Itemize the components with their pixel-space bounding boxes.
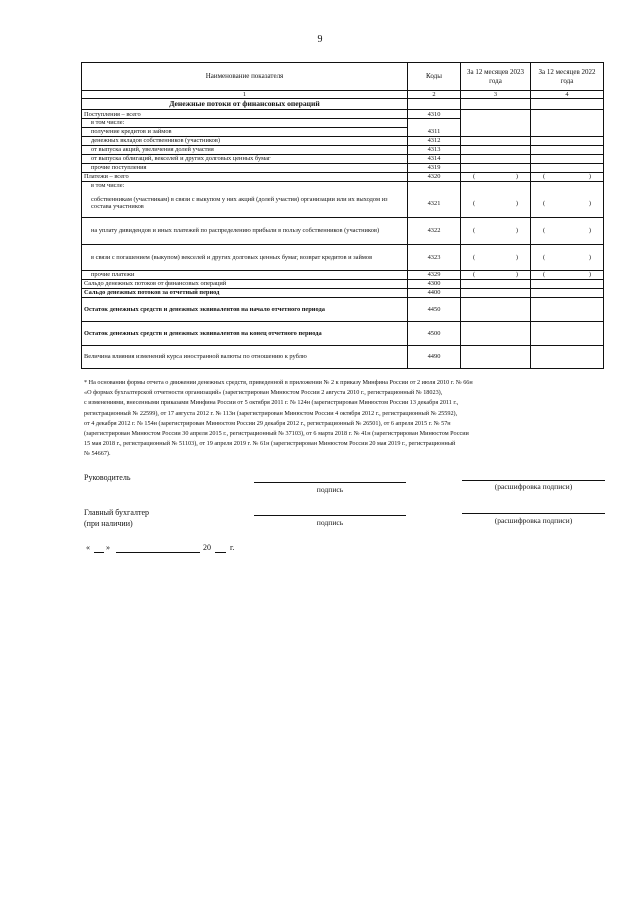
footnote-line: от 4 декабря 2012 г. № 154н (зарегистрирован Минюстом России 29 декабря 2012 г., регистрационный № 26501), от 6 апреля 2015 г. № 57н — [84, 419, 451, 427]
head-decoding-line — [462, 480, 605, 481]
table-row — [82, 136, 604, 145]
row-code: 4313 — [408, 145, 461, 154]
table-row — [82, 297, 604, 321]
row-label: на уплату дивидендов и иных платежей по распределению прибыли в пользу собственников (участников) — [82, 217, 408, 244]
footnote-line: «О формах бухгалтерской отчетности организаций» (зарегистрирован Минюстом России 2 августа 2010 г., регистрационный № 18023), — [84, 389, 443, 397]
row-label: прочие поступления — [82, 163, 408, 172]
paren-close: ) — [515, 253, 518, 261]
row-label: от выпуска акций, увеличения долей участия — [82, 145, 408, 154]
chief-accountant-note: (при наличии) — [84, 519, 133, 528]
paren-close: ) — [515, 227, 518, 235]
paren-close: ) — [588, 253, 591, 261]
chief-decoding-caption: (расшифровка подписи) — [494, 516, 573, 525]
row-label: Сальдо денежных потоков за отчетный период — [82, 288, 408, 297]
row-code: 4314 — [408, 154, 461, 163]
footnote-line: * На основании формы отчета о движении денежных средств, приведенной в приложении № 2 к приказу Минфина России от 2 июля 2010 г. № 66н — [84, 379, 473, 386]
paren-open: ( — [543, 199, 546, 207]
table-header-row — [82, 63, 604, 91]
row-code: 4320 — [408, 172, 461, 181]
paren-open: ( — [473, 253, 476, 261]
row-code: 4322 — [408, 217, 461, 244]
row-label: в связи с погашением (выкупом) векселей и других долговых ценных бумаг, возврат кредитов и займов — [82, 244, 408, 270]
row-code: 4329 — [408, 270, 461, 279]
table-row — [82, 127, 604, 136]
row-code: 4300 — [408, 279, 461, 288]
date-year-unit: г. — [230, 543, 235, 552]
row-code: 4310 — [408, 110, 461, 119]
table-row — [82, 181, 604, 190]
row-label: получение кредитов и займов — [82, 127, 408, 136]
column-number: 4 — [531, 91, 604, 99]
row-label: в том числе: — [82, 119, 408, 127]
date-day-line — [94, 552, 104, 553]
head-signature-caption: подпись — [316, 485, 344, 494]
row-label: Сальдо денежных потоков от финансовых операций — [82, 279, 408, 288]
row-code: 4500 — [408, 321, 461, 345]
header-codes: Коды — [408, 63, 461, 91]
paren-open: ( — [543, 271, 546, 279]
chief-signature-line — [254, 515, 406, 516]
date-quote-open: « — [86, 543, 90, 552]
paren-open: ( — [543, 253, 546, 261]
row-code: 4319 — [408, 163, 461, 172]
header-period-2022: За 12 месяцев 2022 года — [531, 63, 604, 91]
row-code: 4321 — [408, 190, 461, 217]
head-signature-line — [254, 482, 406, 483]
chief-accountant-label: Главный бухгалтер — [84, 508, 149, 517]
paren-open: ( — [473, 227, 476, 235]
table-row — [82, 110, 604, 119]
row-label: Платежи – всего — [82, 172, 408, 181]
table-row — [82, 163, 604, 172]
row-code: 4311 — [408, 127, 461, 136]
column-number: 2 — [408, 91, 461, 99]
header-name: Наименование показателя — [82, 63, 408, 91]
row-code: 4400 — [408, 288, 461, 297]
row-label: Остаток денежных средств и денежных эквивалентов на конец отчетного периода — [82, 321, 408, 345]
page-number: 9 — [317, 34, 323, 45]
paren-close: ) — [515, 199, 518, 207]
table-row — [82, 279, 604, 288]
footnote-line: (зарегистрирован Минюстом России 30 апреля 2015 г., регистрационный № 37103), от 6 марта 2018 г. № 41н (зарегистрирован Минюстом России — [84, 430, 469, 438]
table-row — [82, 217, 604, 244]
footnote — [84, 378, 604, 460]
column-number: 3 — [461, 91, 531, 99]
table-row — [82, 190, 604, 217]
column-number-row — [82, 91, 604, 99]
paren-close: ) — [588, 227, 591, 235]
date-month-line — [116, 552, 200, 553]
row-code: 4323 — [408, 244, 461, 270]
column-number: 1 — [82, 91, 408, 99]
chief-signature-caption: подпись — [316, 518, 344, 527]
table-row — [82, 154, 604, 163]
footnote-line: 15 мая 2018 г., регистрационный № 51103), от 19 апреля 2019 г. № 61н (зарегистрирован Минюстом России 20 мая 2019 г., регистрационный — [84, 440, 456, 448]
row-label: Остаток денежных средств и денежных эквивалентов на начало отчетного периода — [82, 297, 408, 321]
paren-close: ) — [515, 173, 518, 181]
date-year-line — [215, 552, 226, 553]
row-label: денежных вкладов собственников (участников) — [82, 136, 408, 145]
footnote-line: с изменениями, внесенными приказами Минфина России от 5 октября 2011 г. № 124н (зарегистрирован Минюстом России 13 декабря 2011 г., — [84, 399, 459, 407]
row-label: в том числе: — [82, 181, 408, 190]
table-row — [82, 288, 604, 297]
cash-flow-table — [81, 62, 604, 369]
paren-open: ( — [473, 199, 476, 207]
header-period-2023: За 12 месяцев 2023 года — [461, 63, 531, 91]
row-label: собственникам (участникам) в связи с выкупом у них акций (долей участия) организации или их выходом из состава участников — [82, 190, 408, 217]
head-decoding-caption: (расшифровка подписи) — [494, 482, 573, 491]
paren-close: ) — [588, 199, 591, 207]
head-label: Руководитель — [84, 473, 131, 482]
section-title: Денежные потоки от финансовых операций — [82, 99, 408, 110]
table-row — [82, 172, 604, 181]
paren-open: ( — [473, 271, 476, 279]
paren-open: ( — [543, 173, 546, 181]
row-label: от выпуска облигаций, векселей и других долговых ценных бумаг — [82, 154, 408, 163]
paren-close: ) — [588, 271, 591, 279]
table-row — [82, 145, 604, 154]
row-label: Величина влияния изменений курса иностранной валюты по отношению к рублю — [82, 345, 408, 368]
paren-close: ) — [588, 173, 591, 181]
row-code: 4490 — [408, 345, 461, 368]
footnote-line: № 54667). — [84, 450, 111, 458]
table-row — [82, 321, 604, 345]
date-quote-close: » — [106, 543, 110, 552]
row-label: Поступления – всего — [82, 110, 408, 119]
footnote-line: регистрационный № 22599), от 17 августа 2012 г. № 113н (зарегистрирован Минюстом России 4 октября 2012 г., регистрационный № 25592), — [84, 409, 458, 417]
table-row — [82, 244, 604, 270]
row-code: 4450 — [408, 297, 461, 321]
paren-open: ( — [473, 173, 476, 181]
table-row — [82, 119, 604, 127]
table-row — [82, 345, 604, 368]
section-title-row — [82, 99, 604, 110]
chief-decoding-line — [462, 513, 605, 514]
table-row — [82, 270, 604, 279]
row-label: прочие платежи — [82, 270, 408, 279]
paren-close: ) — [515, 271, 518, 279]
paren-open: ( — [543, 227, 546, 235]
date-year-prefix: 20 — [203, 543, 211, 552]
row-code: 4312 — [408, 136, 461, 145]
